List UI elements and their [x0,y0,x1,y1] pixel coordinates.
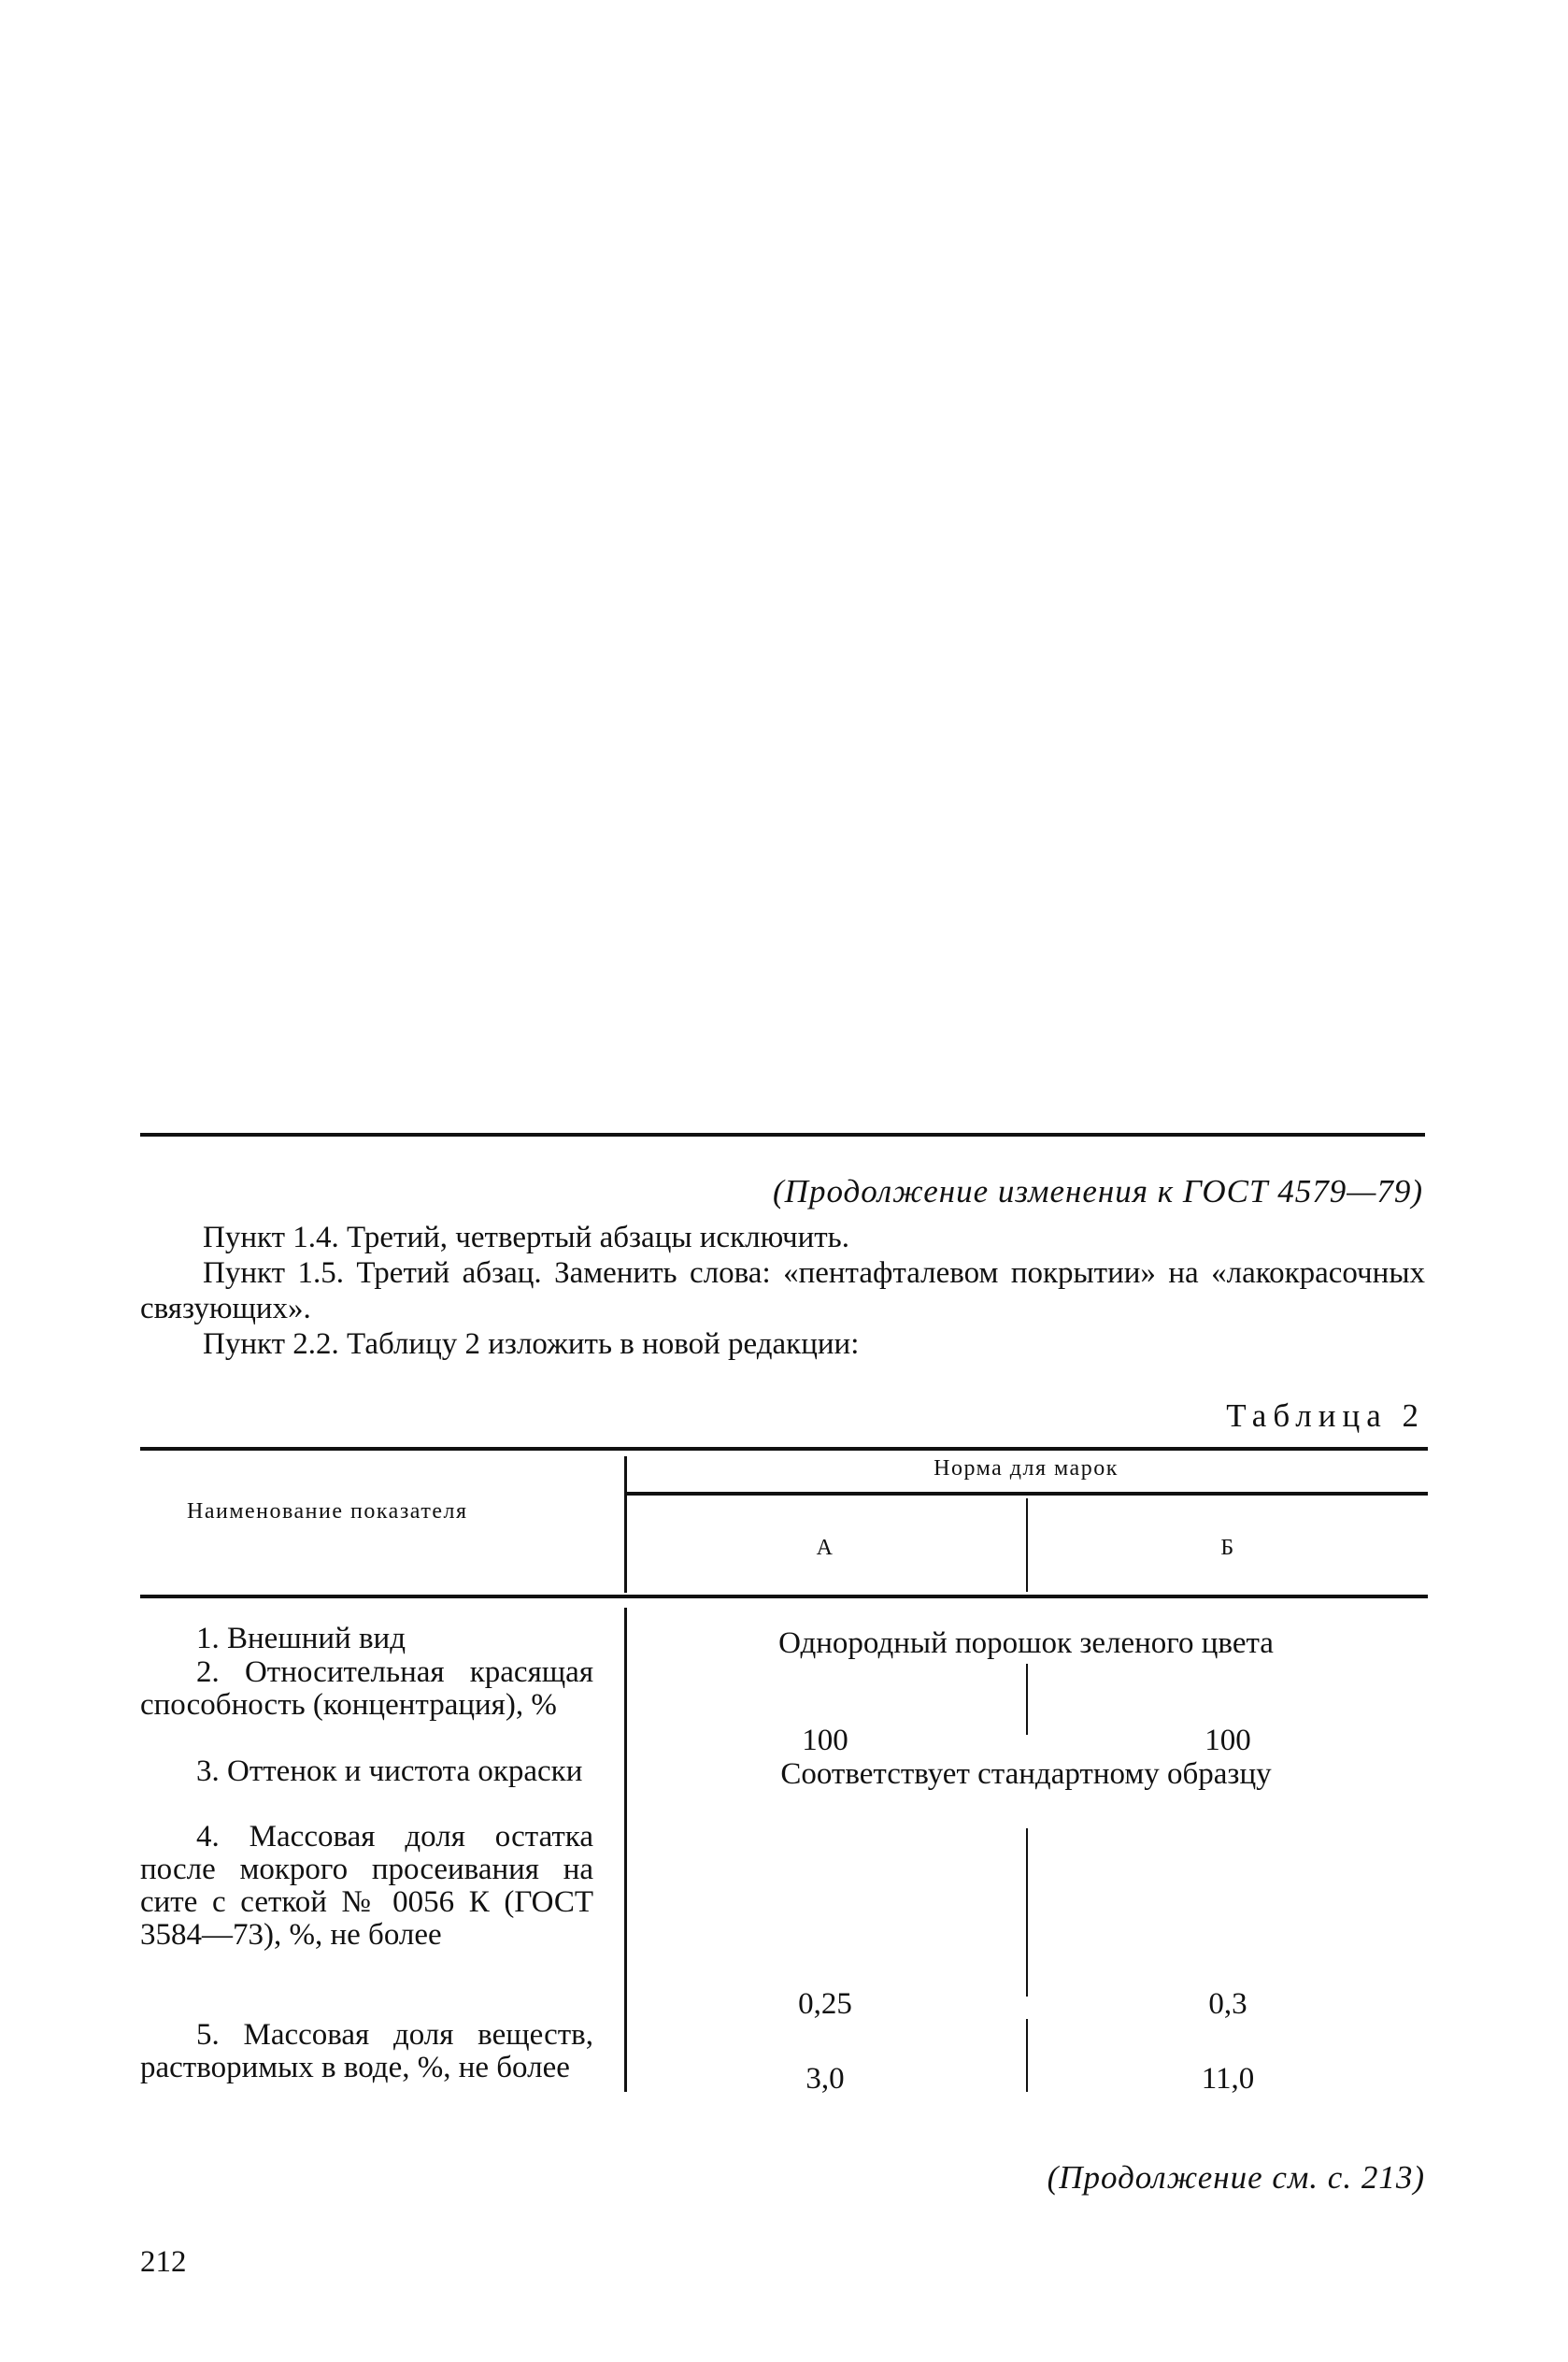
top-rule [140,1133,1425,1137]
paragraph-1: Пункт 1.4. Третий, четвертый абзацы исключить. [203,1221,849,1254]
footer-continuation: (Продолжение см. с. 213) [1047,2159,1425,2196]
header-grade-a: А [816,1536,834,1560]
row-4-label-text: 4. Массовая доля остатка после мокрого просеивания на сите с сеткой № 0056 К (ГОСТ 3584—73), %, не более [140,1820,593,1952]
row-4-label [140,1821,593,1952]
row-5-a: 3,0 [805,2062,845,2096]
row-1-label-text: 1. Внешний вид [196,1622,406,1655]
row-4-a: 0,25 [798,1987,852,2021]
row-2-b: 100 [1205,1724,1251,1757]
header-bottom-rule [140,1595,1428,1598]
header-indicator: Наименование показателя [187,1499,468,1524]
row-4-b: 0,3 [1208,1987,1247,2021]
header-grade-b: Б [1220,1536,1235,1560]
header-norm: Норма для марок [934,1456,1119,1481]
body-divider-row4 [1026,1828,1028,1997]
row-3-label [140,1755,593,1788]
paragraph-2: Пункт 1.5. Третий абзац. Заменить слова: «пентафталевом покрытии» на «лакокрасочных связующих». [140,1256,1425,1325]
row-3-merged: Соответствует стандартному образцу [780,1757,1272,1791]
row-1-merged: Однородный порошок зеленого цвета [778,1626,1274,1660]
norm-header-rule [624,1492,1428,1496]
row-5-label [140,2019,593,2084]
amendment-text [140,1220,1425,1362]
table-caption: Таблица 2 [1226,1397,1425,1434]
row-5-label-text: 5. Массовая доля веществ, растворимых в воде, %, не более [140,2018,593,2084]
table-2 [140,1447,1428,2148]
continuation-header: (Продолжение изменения к ГОСТ 4579—79) [773,1173,1423,1210]
paragraph-3: Пункт 2.2. Таблицу 2 изложить в новой редакции: [203,1327,860,1361]
row-5-b: 11,0 [1201,2062,1255,2096]
row-2-a: 100 [802,1724,848,1757]
row-2-label-text: 2. Относительная красящая способность (концентрация), % [140,1655,593,1722]
table-top-rule [140,1447,1428,1451]
row-3-label-text: 3. Оттенок и чистота окраски [196,1754,583,1788]
row-2-label [140,1656,593,1722]
row-1-label [140,1623,593,1655]
page-number: 212 [140,2245,187,2279]
